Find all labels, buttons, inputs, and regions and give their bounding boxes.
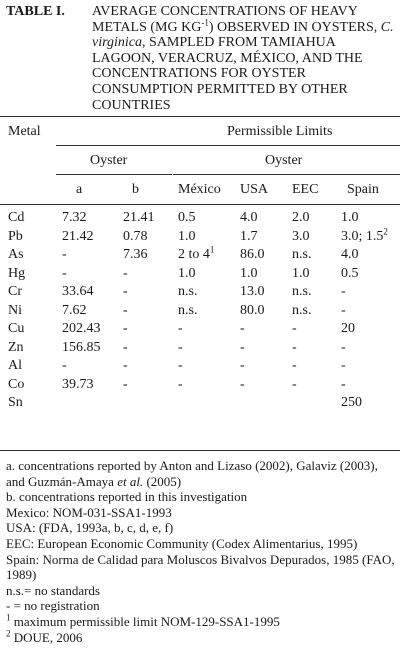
cell-mexico — [178, 377, 183, 393]
cell-spain — [341, 395, 362, 411]
cell-a-text: 39.73 — [62, 376, 94, 392]
cell-usa-text: 13.0 — [240, 284, 265, 299]
header-col-b: b — [132, 182, 139, 197]
header-permissible-limits: Permissible Limits — [227, 124, 333, 139]
cell-metal-text: Sn — [8, 395, 23, 410]
cell-a-text: 202.43 — [62, 321, 101, 336]
cell-eec-text: n.s. — [292, 284, 312, 299]
cell-a — [62, 284, 94, 300]
cell-metal-text: Cr — [8, 284, 22, 299]
cell-metal-text: As — [8, 247, 24, 262]
cell-a — [62, 340, 101, 356]
cell-a-text: 33.64 — [62, 284, 94, 299]
top-rule — [0, 116, 400, 117]
header-mexico: México — [178, 182, 221, 197]
footnote-2 — [6, 630, 396, 646]
cell-spain-text: 1.0 — [341, 210, 359, 225]
cell-spain-text: - — [341, 376, 346, 392]
caption-part: AVERAGE CONCENTRATIONS OF HEAVY METALS (MG KG — [92, 4, 358, 35]
cell-spain-text: - — [341, 358, 346, 373]
cell-b-text: - — [123, 302, 128, 318]
rule-under-oyster-left — [56, 174, 172, 175]
cell-a-text: - — [62, 247, 67, 262]
cell-mexico-text: - — [178, 376, 183, 392]
cell-spain — [341, 321, 355, 337]
cell-eec-text: - — [292, 339, 297, 355]
cell-mexico-text: 1.0 — [178, 265, 196, 281]
cell-a — [62, 377, 94, 393]
cell-metal-text: Pb — [8, 228, 23, 244]
cell-metal-text: Zn — [8, 339, 24, 355]
cell-b — [123, 247, 148, 263]
cell-mexico — [178, 244, 215, 263]
note-spain: Spain: Norma de Calidad para Moluscos Bivalvos Depurados, 1985 (FAO, 1989) — [6, 551, 395, 583]
cell-eec — [292, 358, 297, 374]
cell-b-text: - — [123, 358, 128, 373]
cell-eec — [292, 303, 311, 319]
cell-metal — [8, 321, 24, 337]
cell-b-text: 0.78 — [123, 228, 148, 244]
cell-metal — [8, 247, 24, 263]
cell-a — [62, 321, 101, 337]
cell-usa-text: - — [240, 376, 245, 392]
note-a — [6, 458, 396, 489]
cell-usa-text: 86.0 — [240, 247, 265, 262]
footnote-1 — [6, 614, 396, 630]
cell-b — [123, 303, 128, 319]
cell-eec-text: 1.0 — [292, 265, 310, 281]
cell-a — [62, 303, 87, 319]
cell-a-text: - — [62, 265, 67, 281]
header-bottom-rule — [0, 204, 400, 205]
cell-mexico — [178, 340, 183, 356]
cell-mexico — [178, 229, 196, 245]
cell-b — [123, 377, 128, 393]
note-a-italic: et al. — [117, 473, 144, 489]
cell-a — [62, 210, 87, 226]
cell-spain — [341, 358, 346, 374]
cell-mexico — [178, 303, 197, 319]
cell-usa — [240, 247, 265, 263]
cell-spain — [341, 225, 388, 245]
header-oyster-measured: Oyster — [90, 153, 128, 168]
cell-spain-text: - — [341, 339, 346, 355]
cell-usa-text: 1.0 — [240, 265, 258, 281]
table-caption — [6, 4, 394, 113]
cell-spain — [341, 210, 359, 226]
cell-a — [62, 247, 67, 263]
cell-spain — [341, 266, 359, 282]
cell-eec-text: 3.0 — [292, 228, 310, 244]
cell-b-text: - — [123, 265, 128, 281]
cell-b-text: 21.41 — [123, 210, 155, 225]
cell-b-text: - — [123, 376, 128, 392]
cell-a-text: 7.62 — [62, 302, 87, 318]
rule-under-oyster-right — [173, 174, 400, 175]
cell-metal — [8, 395, 23, 411]
cell-mexico-text: 1.0 — [178, 228, 196, 244]
cell-mexico-sup: 1 — [209, 244, 215, 255]
bottom-rule — [0, 450, 400, 451]
cell-metal — [8, 340, 24, 356]
table-label: TABLE I. — [6, 4, 65, 19]
cell-a-text: 21.42 — [62, 228, 94, 244]
cell-mexico-text: - — [178, 321, 183, 336]
cell-b — [123, 210, 155, 226]
footnote-1-text: maximum permissible limit NOM-129-SSA1-1995 — [10, 613, 280, 629]
cell-usa — [240, 266, 258, 282]
cell-metal — [8, 377, 24, 393]
rule-under-permissible — [56, 145, 400, 146]
cell-usa — [240, 377, 245, 393]
cell-a — [62, 358, 67, 374]
cell-metal — [8, 210, 24, 226]
cell-a — [62, 266, 67, 282]
cell-mexico-text: 2 to 4 — [178, 247, 210, 262]
caption-text — [92, 4, 394, 113]
note-a-text: a. concentrations reported by Anton and Lizaso (2002), Galaviz (2003), and Guzmán-Amaya — [6, 458, 378, 489]
cell-usa — [240, 229, 258, 245]
cell-mexico — [178, 266, 196, 282]
note-mexico: Mexico: NOM-031-SSA1-1993 — [6, 504, 172, 520]
cell-eec-text: n.s. — [292, 247, 312, 262]
header-metal: Metal — [8, 124, 41, 139]
cell-mexico — [178, 284, 197, 300]
cell-eec — [292, 210, 310, 226]
cell-spain — [341, 247, 359, 263]
cell-eec-text: - — [292, 376, 297, 392]
cell-b — [123, 284, 128, 300]
cell-metal — [8, 303, 22, 319]
cell-spain-text: 20 — [341, 321, 355, 336]
caption-part: , SAMPLED FROM TAMIAHUA LAGOON, VERACRUZ, MÉXICO, AND THE CONCENTRATIONS FOR OYSTER CONSUMPTION PERMITTED BY OTHER COUNTRIES — [92, 35, 363, 113]
cell-b-text: 7.36 — [123, 247, 148, 262]
cell-mexico-text: 0.5 — [178, 210, 196, 225]
cell-eec-text: 2.0 — [292, 210, 310, 225]
cell-a — [62, 229, 94, 245]
cell-usa-text: 1.7 — [240, 228, 258, 244]
cell-eec — [292, 340, 297, 356]
cell-a-text: 7.32 — [62, 210, 87, 225]
cell-mexico-text: - — [178, 339, 183, 355]
header-spain: Spain — [347, 182, 379, 197]
cell-a-text: - — [62, 358, 67, 373]
cell-spain-text: 0.5 — [341, 265, 359, 281]
cell-usa-text: - — [240, 321, 245, 336]
cell-spain-text: 4.0 — [341, 247, 359, 262]
cell-eec — [292, 266, 310, 282]
cell-eec — [292, 247, 311, 263]
cell-metal-text: Ni — [8, 302, 22, 318]
cell-b — [123, 321, 128, 337]
header-oyster-limits: Oyster — [265, 153, 303, 168]
cell-usa-text: 80.0 — [240, 302, 265, 318]
cell-eec-text: n.s. — [292, 302, 312, 318]
note-eec: EEC: European Economic Community (Codex Alimentarius, 1995) — [6, 535, 358, 551]
cell-spain-text: 250 — [341, 395, 362, 410]
cell-b — [123, 340, 128, 356]
cell-usa — [240, 303, 265, 319]
cell-metal-text: Al — [8, 358, 22, 373]
note-usa: USA: (FDA, 1993a, b, c, d, e, f) — [6, 520, 174, 536]
cell-metal — [8, 229, 23, 245]
note-dash: - = no registration — [6, 598, 100, 614]
cell-b — [123, 266, 128, 282]
caption-part: ) OBSERVED IN OYSTERS, — [208, 19, 381, 35]
cell-metal — [8, 358, 22, 374]
caption-species: C. virginica — [92, 19, 394, 51]
cell-metal-text: Cu — [8, 321, 25, 336]
cell-spain — [341, 340, 346, 356]
footnote-1-mark: 1 — [6, 612, 11, 623]
cell-eec — [292, 321, 297, 337]
cell-usa-text: - — [240, 358, 245, 373]
cell-mexico — [178, 358, 183, 374]
cell-spain-text: - — [341, 284, 346, 299]
cell-b — [123, 229, 148, 245]
cell-metal-text: Co — [8, 376, 25, 392]
cell-usa — [240, 284, 265, 300]
cell-b-text: - — [123, 339, 128, 355]
cell-b-text: - — [123, 284, 128, 299]
cell-eec-text: - — [292, 321, 297, 336]
cell-eec — [292, 284, 311, 300]
footnote-2-text: DOUE, 2006 — [10, 629, 83, 645]
cell-metal-text: Cd — [8, 210, 25, 225]
cell-b-text: - — [123, 321, 128, 336]
table-notes — [6, 458, 396, 645]
header-col-a: a — [76, 182, 83, 197]
cell-metal — [8, 266, 25, 282]
cell-usa-text: 4.0 — [240, 210, 258, 225]
cell-usa — [240, 321, 245, 337]
cell-spain-text: 3.0; 1.5 — [341, 228, 384, 244]
cell-usa — [240, 340, 245, 356]
caption-superscript: -1 — [201, 16, 209, 27]
cell-eec — [292, 377, 297, 393]
cell-spain — [341, 303, 346, 319]
header-usa: USA — [240, 182, 269, 197]
cell-mexico — [178, 210, 196, 226]
cell-usa-text: - — [240, 339, 245, 355]
cell-b — [123, 358, 128, 374]
cell-metal-text: Hg — [8, 265, 26, 281]
note-ns: n.s.= no standards — [6, 582, 100, 598]
cell-metal — [8, 284, 22, 300]
cell-mexico — [178, 321, 183, 337]
cell-eec-text: - — [292, 358, 297, 373]
cell-mexico-text: - — [178, 358, 183, 373]
cell-mexico-text: n.s. — [178, 302, 198, 318]
header-eec: EEC — [292, 182, 319, 197]
cell-eec — [292, 229, 310, 245]
note-b: b. concentrations reported in this investigation — [6, 489, 248, 505]
note-a-tail: (2005) — [143, 473, 182, 489]
cell-a-text: 156.85 — [62, 339, 101, 355]
cell-mexico-text: n.s. — [178, 284, 198, 299]
cell-spain-sup: 2 — [383, 225, 388, 236]
cell-spain — [341, 377, 346, 393]
footnote-2-mark: 2 — [6, 628, 11, 639]
cell-usa — [240, 210, 258, 226]
cell-usa — [240, 358, 245, 374]
cell-spain-text: - — [341, 302, 346, 318]
cell-spain — [341, 284, 346, 300]
